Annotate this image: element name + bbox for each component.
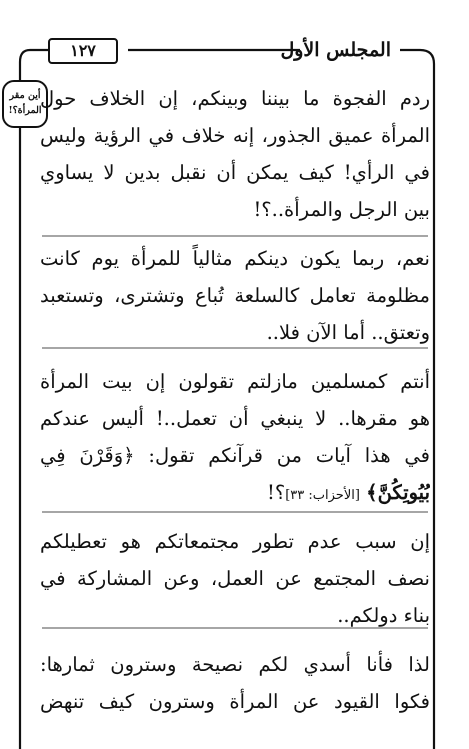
verse-punctuation: ؟! [267, 481, 286, 504]
text-line: المرأة عميق الجذور، إنه خلاف في الرؤية وليس [40, 124, 430, 147]
verse-line [40, 474, 430, 511]
text-line: نعم، ربما يكون دينكم مثالياً للمرأة يوم كانت [40, 247, 430, 270]
quran-verse: بُيُوتِكُنَّ﴾ [366, 481, 430, 504]
text-line: وتعتق.. أما الآن فلا.. [266, 321, 430, 344]
text-line: لذا فأنا أسدي لكم نصيحة وسترون ثمارها: [40, 653, 430, 676]
text-line: مظلومة تعامل كالسلعة تُباع وتشترى، وتستعبد [40, 284, 430, 307]
margin-note-line: المرأة؟! [8, 105, 42, 116]
verse-reference: [الأحزاب: ٣٣] [285, 488, 360, 503]
text-line: في الرأي! كيف يمكن أن نقبل بدين لا يساوي [40, 161, 430, 184]
text-line: إن سبب عدم تطور مجتمعاتكم هو تعطيلكم [40, 530, 430, 553]
paragraph [40, 240, 430, 351]
text-line: في هذا آيات من قرآنكم تقول: ﴿وَقَرْنَ فِي [40, 444, 430, 467]
paragraph [40, 646, 430, 720]
paragraph [40, 363, 430, 511]
text-line: بين الرجل والمرأة..؟! [253, 198, 430, 221]
text-line: نصف المجتمع عن العمل، وعن المشاركة في [40, 567, 430, 590]
paragraph [40, 80, 430, 228]
paragraph [40, 523, 430, 634]
margin-note-line: أين مقر [9, 90, 41, 101]
page-number: ١٢٧ [48, 38, 118, 64]
text-line: بناء دولكم.. [337, 604, 430, 627]
text-line: فكوا القيود عن المرأة وسترون كيف تنهض [40, 690, 430, 713]
body-text [40, 80, 430, 720]
chapter-title: المجلس الأول [280, 39, 391, 61]
text-line: أنتم كمسلمين مازلتم تقولون إن بيت المرأة [40, 370, 430, 393]
text-line: هو مقرها.. لا ينبغي أن تعمل..! أليس عندكم [40, 407, 430, 430]
text-line: ردم الفجوة ما بيننا وبينكم، إن الخلاف حول [40, 87, 430, 110]
